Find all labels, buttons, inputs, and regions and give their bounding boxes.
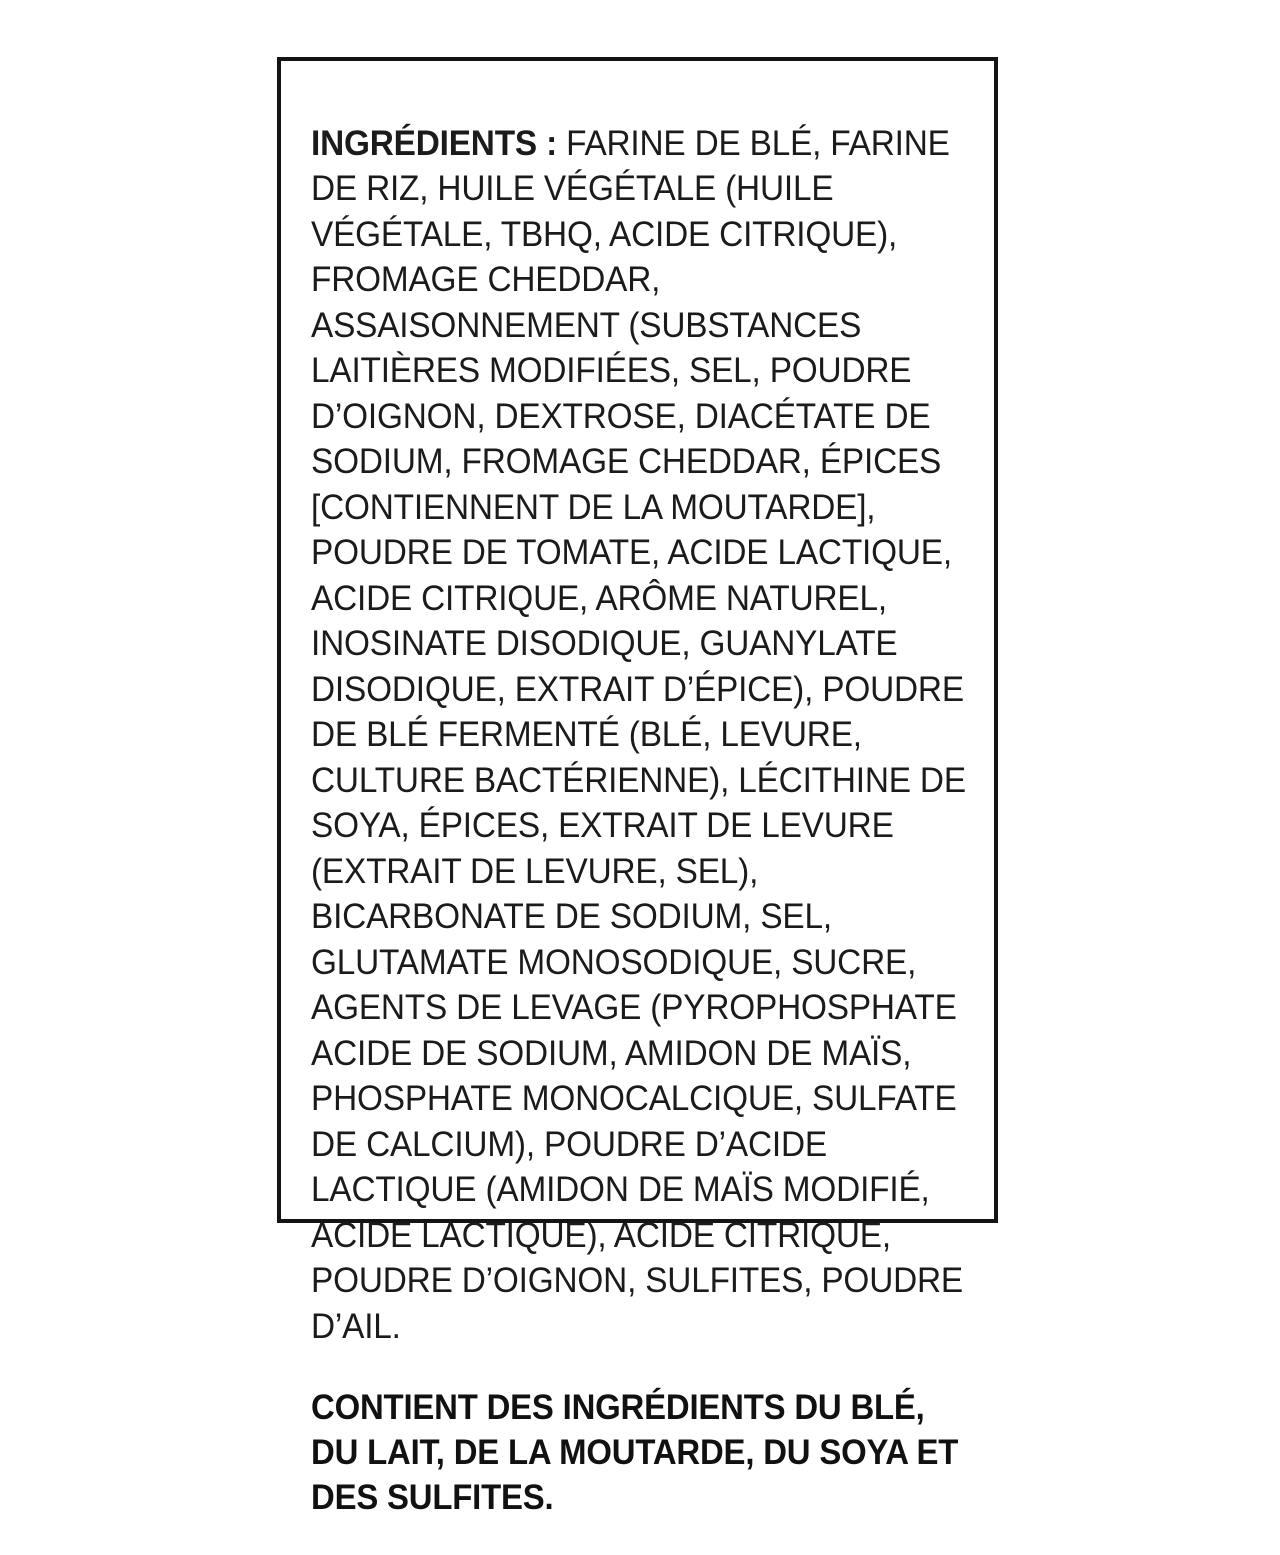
ingredients-paragraph	[311, 121, 972, 1350]
ingredients-list-text: FARINE DE BLÉ, FARINE DE RIZ, HUILE VÉGÉTALE (HUILE VÉGÉTALE, TBHQ, ACIDE CITRIQUE), FROMAGE CHEDDAR, ASSAISONNEMENT (SUBSTANCES LAITIÈRES MODIFIÉES, SEL, POUDRE D’OIGNON, DEXTROSE, DIACÉTATE DE SODIUM, FROMAGE CHEDDAR, ÉPICES [CONTIENNENT DE LA MOUTARDE], POUDRE DE TOMATE, ACIDE LACTIQUE, ACIDE CITRIQUE, ARÔME NATUREL, INOSINATE DISODIQUE, GUANYLATE DISODIQUE, EXTRAIT D’ÉPICE), POUDRE DE BLÉ FERMENTÉ (BLÉ, LEVURE, CULTURE BACTÉRIENNE), LÉCITHINE DE SOYA, ÉPICES, EXTRAIT DE LEVURE (EXTRAIT DE LEVURE, SEL), BICARBONATE DE SODIUM, SEL, GLUTAMATE MONOSODIQUE, SUCRE, AGENTS DE LEVAGE (PYROPHOSPHATE ACIDE DE SODIUM, AMIDON DE MAÏS, PHOSPHATE MONOCALCIQUE, SULFATE DE CALCIUM), POUDRE D’ACIDE LACTIQUE (AMIDON DE MAÏS MODIFIÉ, ACIDE LACTIQUE), ACIDE CITRIQUE, POUDRE D’OIGNON, SULFITES, POUDRE D’AIL.	[311, 122, 966, 1346]
ingredient-label-panel	[277, 57, 998, 1517]
label-content	[311, 85, 972, 1555]
ingredients-heading: INGRÉDIENTS :	[311, 122, 558, 163]
allergen-statement: CONTIENT DES INGRÉDIENTS DU BLÉ, DU LAIT, DE LA MOUTARDE, DU SOYA ET DES SULFITES.	[311, 1387, 959, 1517]
